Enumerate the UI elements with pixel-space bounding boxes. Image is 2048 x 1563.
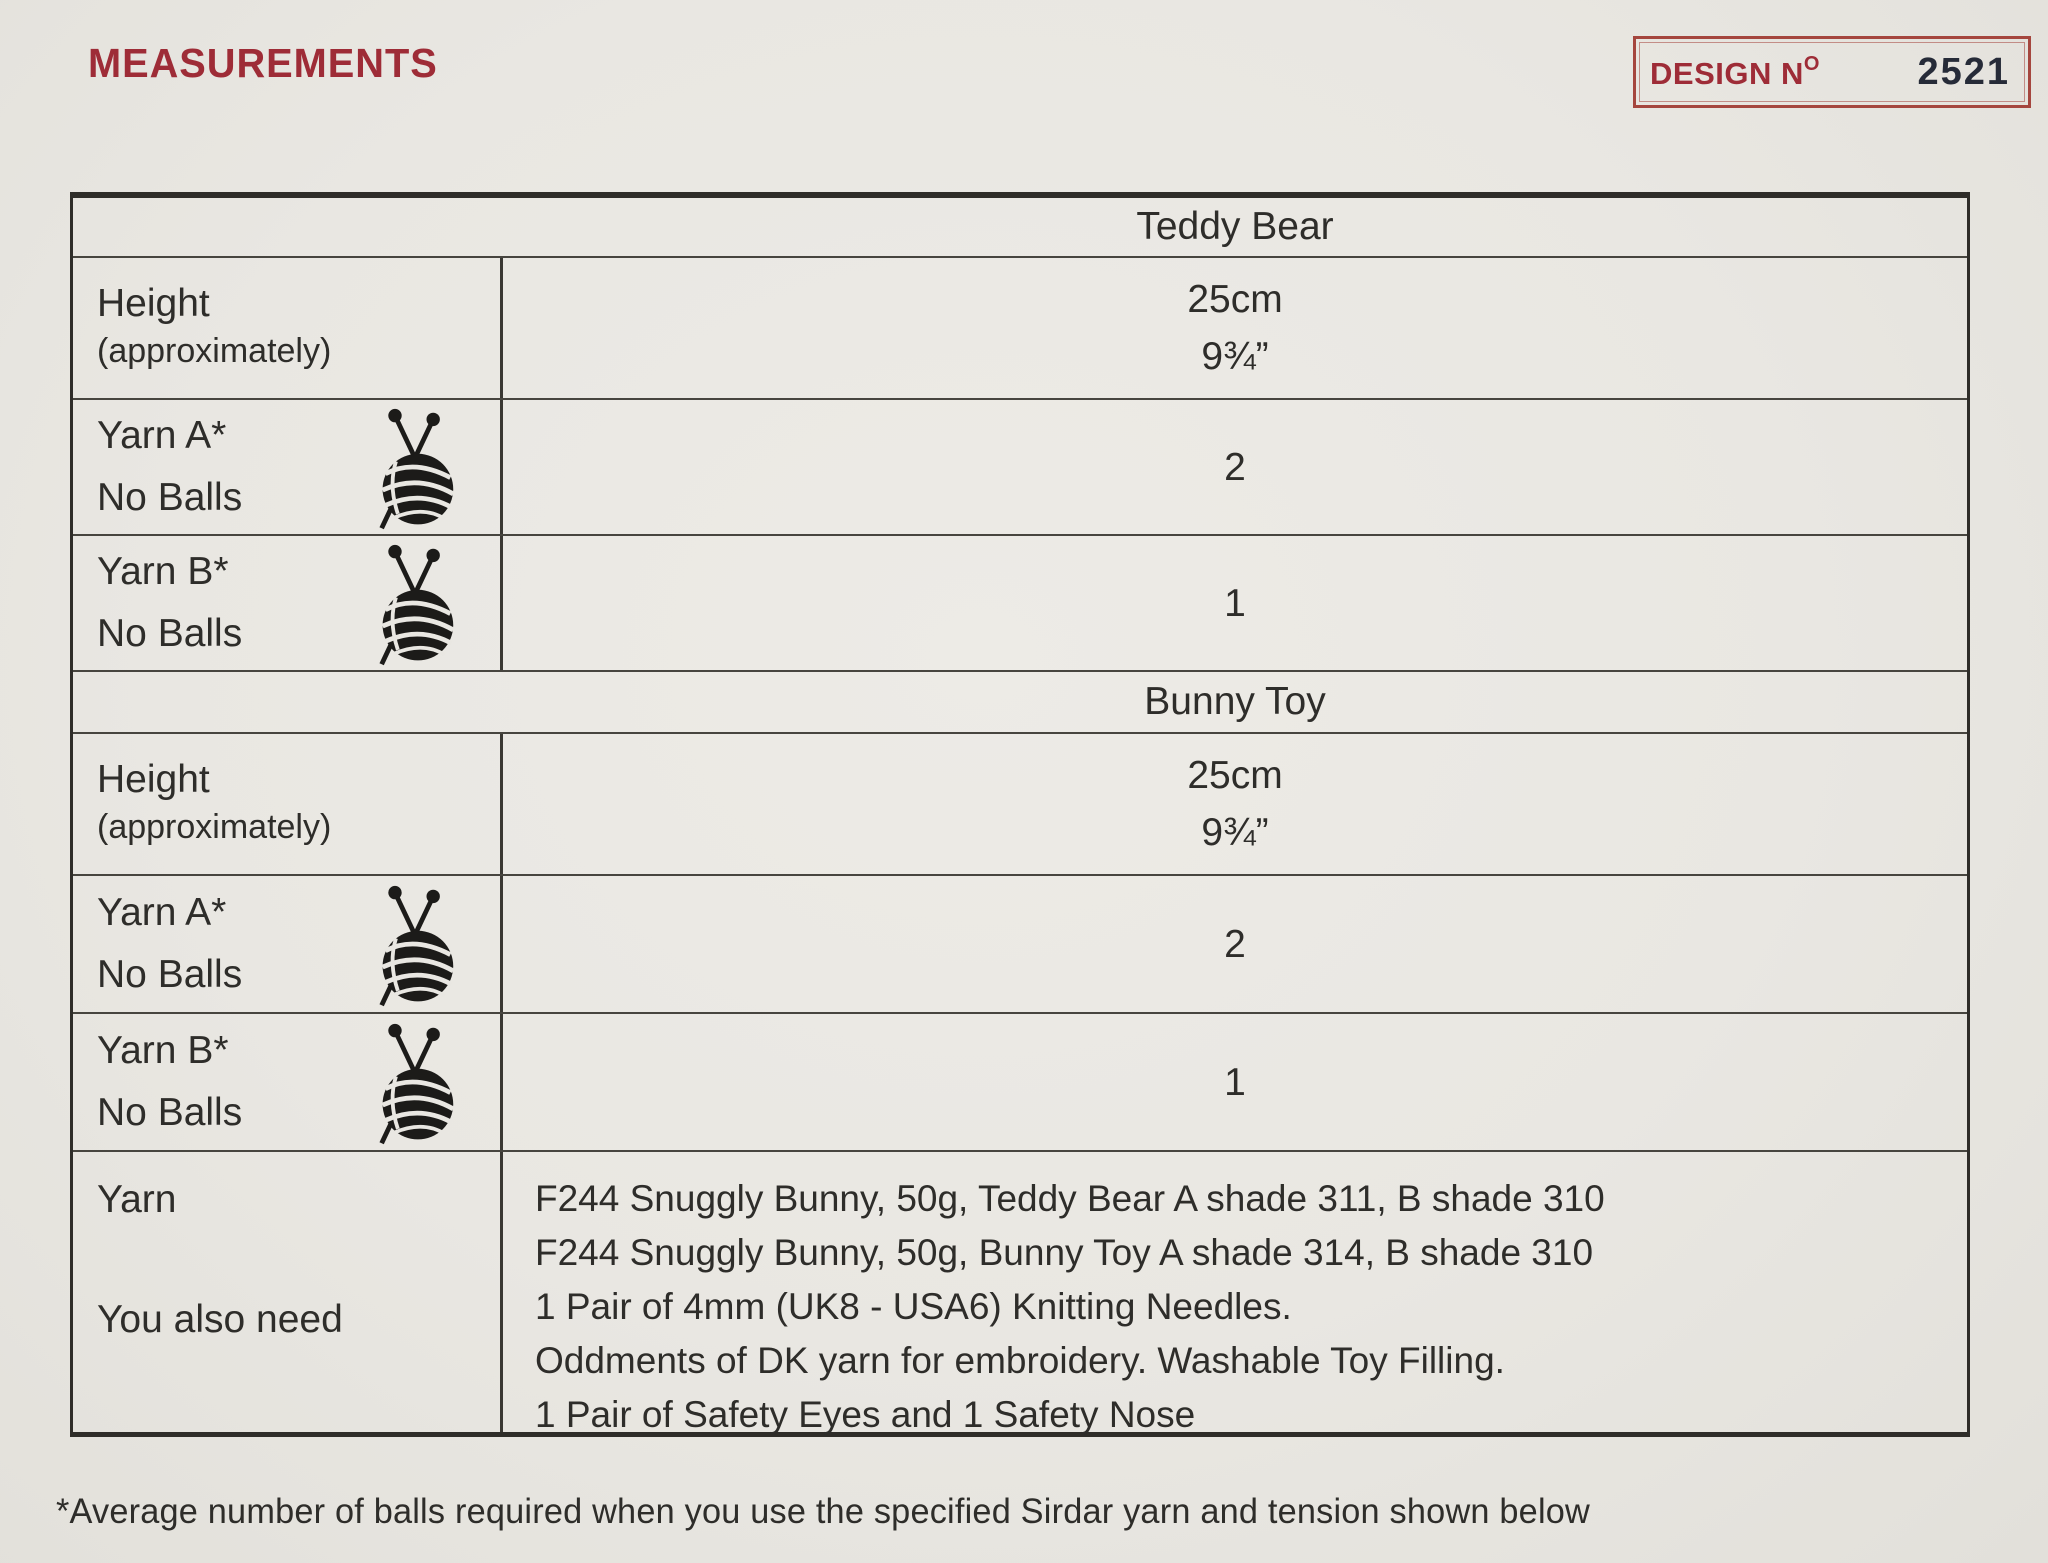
row-sublabel: No Balls	[97, 476, 243, 519]
row-label-cell	[73, 1014, 503, 1150]
row-label-cell	[73, 876, 503, 1012]
row-sublabel: (approximately)	[97, 332, 332, 370]
row-value-cell	[503, 536, 1967, 670]
design-number-value: 2521	[1917, 50, 2010, 93]
row-label-cell	[73, 258, 503, 398]
row-value-cell	[503, 876, 1967, 1012]
yarn-label: Yarn	[97, 1178, 177, 1221]
row-value-cell	[503, 1014, 1967, 1150]
row-label: Yarn B*	[97, 1029, 229, 1072]
row-value-cell	[503, 734, 1967, 874]
requirement-line: 1 Pair of 4mm (UK8 - USA6) Knitting Needles.	[535, 1286, 1292, 1327]
height-value-inches: 9¾”	[1201, 335, 1269, 378]
yarn-a-balls: 2	[1224, 445, 1246, 489]
requirement-line: Oddments of DK yarn for embroidery. Washable Toy Filling.	[535, 1340, 1505, 1381]
table-row-requirements	[73, 1150, 1967, 1435]
section-header-row	[73, 198, 1967, 256]
row-label: Yarn B*	[97, 550, 229, 593]
row-label-cell	[73, 536, 503, 670]
row-label: Height	[97, 758, 210, 801]
footnote: *Average number of balls required when you use the specified Sirdar yarn and tension shown below	[56, 1492, 1591, 1531]
design-number-box	[1633, 36, 2031, 108]
requirement-line: 1 Pair of Safety Eyes and 1 Safety Nose	[535, 1394, 1196, 1435]
requirement-line: F244 Snuggly Bunny, 50g, Teddy Bear A shade 311, B shade 310	[535, 1178, 1605, 1219]
row-sublabel: No Balls	[97, 953, 243, 996]
height-value-inches: 9¾”	[1201, 811, 1269, 854]
requirement-line: F244 Snuggly Bunny, 50g, Bunny Toy A shade 314, B shade 310	[535, 1232, 1594, 1273]
row-value-cell	[503, 400, 1967, 534]
design-number-label: DESIGN $N^O$	[1650, 52, 1820, 91]
table-row-yarn-b	[73, 1012, 1967, 1150]
row-label: Yarn A*	[97, 891, 227, 934]
yarn-ball-icon	[370, 407, 462, 533]
row-label: Height	[97, 282, 210, 325]
measurements-table	[70, 192, 1970, 1437]
row-label-cell	[73, 400, 503, 534]
yarn-a-balls: 2	[1224, 922, 1246, 966]
row-sublabel: No Balls	[97, 1091, 243, 1134]
section-header-row	[73, 670, 1967, 732]
yarn-ball-icon	[370, 884, 462, 1010]
row-label-cell	[73, 734, 503, 874]
row-sublabel: No Balls	[97, 612, 243, 655]
row-sublabel: (approximately)	[97, 808, 332, 846]
table-row-height	[73, 732, 1967, 874]
section-header-label: Bunny Toy	[1144, 680, 1326, 723]
yarn-ball-icon	[370, 1022, 462, 1148]
page-title: MEASUREMENTS	[88, 40, 438, 86]
table-row-yarn-a	[73, 398, 1967, 534]
row-label-cell	[73, 1152, 503, 1432]
row-value-cell	[503, 258, 1967, 398]
you-also-need-label: You also need	[97, 1298, 343, 1341]
requirements-cell	[503, 1152, 1967, 1435]
yarn-b-balls: 1	[1224, 581, 1246, 625]
height-value-cm: 25cm	[1187, 278, 1283, 321]
table-row-yarn-a	[73, 874, 1967, 1012]
section-header-label: Teddy Bear	[1136, 205, 1334, 248]
table-row-height	[73, 256, 1967, 398]
row-label: Yarn A*	[97, 414, 227, 457]
yarn-ball-icon	[370, 543, 462, 669]
yarn-b-balls: 1	[1224, 1060, 1246, 1104]
table-row-yarn-b	[73, 534, 1967, 670]
height-value-cm: 25cm	[1187, 754, 1283, 797]
